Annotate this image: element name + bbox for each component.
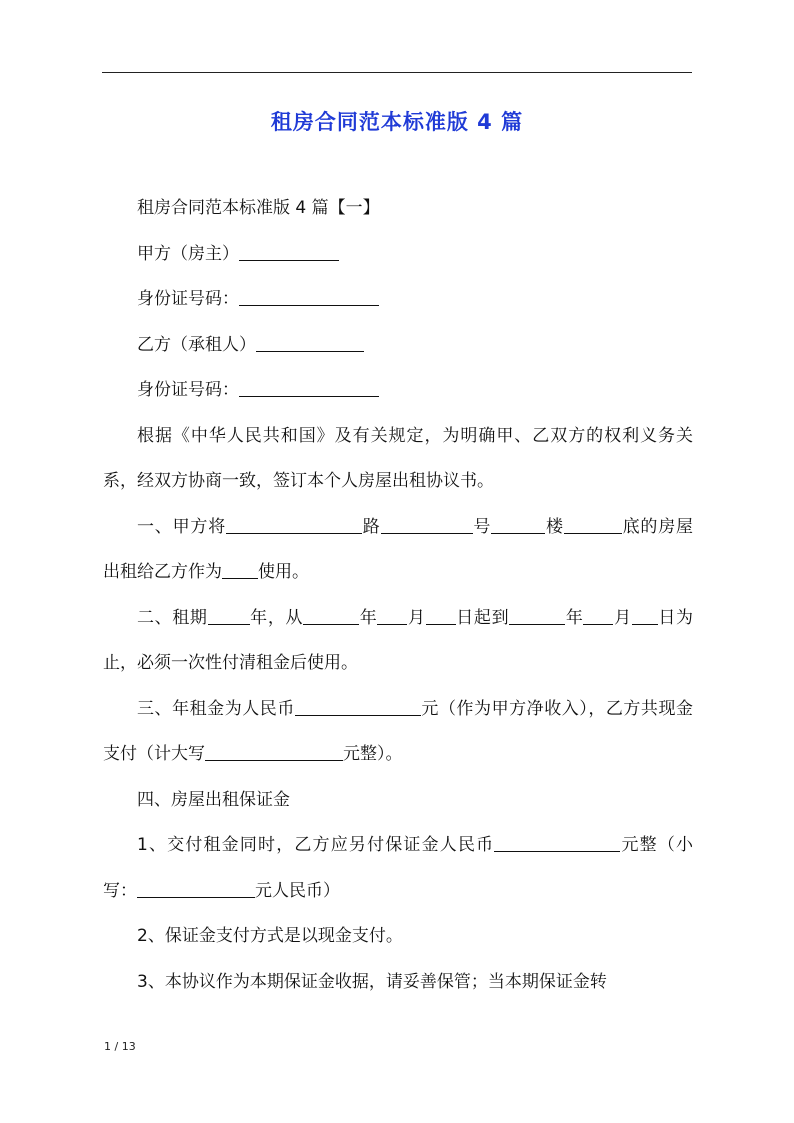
section-heading: 租房合同范本标准版 4 篇【一】 — [137, 198, 380, 218]
usage-blank — [222, 561, 258, 579]
clause-2-end-month: 月 — [613, 607, 632, 628]
page-number: 1 / 13 — [104, 1040, 136, 1053]
item-1-end: 元人民币） — [255, 880, 340, 901]
clause-1-text: 一、甲方将 — [137, 516, 226, 537]
start-day-blank — [426, 607, 456, 625]
id-line-1 — [103, 277, 693, 323]
clause-2-month: 月 — [407, 607, 426, 628]
start-year-blank — [303, 607, 359, 625]
item-1-text: 1、交付租金同时，乙方应另付保证金人民币 — [137, 835, 495, 855]
clause-3-end: 元整）。 — [343, 744, 403, 764]
clause-2-end-year: 年 — [565, 607, 584, 628]
clause-2 — [103, 596, 693, 687]
party-b-blank — [256, 334, 364, 352]
building-blank — [491, 516, 545, 534]
party-a-line — [103, 232, 693, 278]
number-blank — [381, 516, 473, 534]
party-b-line — [103, 323, 693, 369]
clause-2-from: 年，从 — [249, 607, 304, 628]
clause-3-text: 三、年租金为人民币 — [137, 698, 295, 719]
deposit-lowercase-blank — [137, 880, 255, 898]
clause-2-to: 日起到 — [455, 607, 510, 628]
item-1 — [103, 823, 693, 914]
item-2: 2、保证金支付方式是以现金支付。 — [137, 926, 403, 946]
id-line-2 — [103, 368, 693, 414]
rent-amount-blank — [295, 698, 421, 716]
rent-uppercase-blank — [205, 743, 343, 761]
clause-3 — [103, 687, 693, 778]
clause-1-floor: 底的房屋出租给乙方作为 — [103, 516, 694, 582]
id-label-1: 身份证号码： — [137, 289, 239, 309]
party-a-blank — [239, 243, 339, 261]
clause-1-end: 使用。 — [258, 562, 309, 582]
clause-1-number: 号 — [472, 516, 492, 537]
header-rule — [102, 72, 692, 73]
party-b-label: 乙方（承租人） — [137, 334, 256, 355]
end-day-blank — [632, 607, 658, 625]
id-blank-2 — [239, 379, 379, 397]
clause-3-mid: 元（作为甲方净收入），乙方共现金支付（计大写 — [103, 698, 694, 764]
deposit-amount-blank — [494, 834, 620, 852]
start-month-blank — [377, 607, 407, 625]
id-label-2: 身份证号码： — [137, 380, 239, 400]
preamble-paragraph: 根据《中华人民共和国》及有关规定，为明确甲、乙双方的权利义务关系，经双方协商一致，签订本个人房屋出租协议书。 — [103, 425, 693, 491]
clause-1-building: 楼 — [545, 516, 564, 537]
road-blank — [226, 516, 362, 534]
item-1-mid: 元整（小写： — [103, 835, 693, 901]
clause-2-text: 二、租期 — [137, 607, 208, 628]
party-a-label: 甲方（房主） — [137, 243, 239, 264]
clause-4-heading: 四、房屋出租保证金 — [137, 789, 290, 810]
document-title: 租房合同范本标准版 4 篇 — [270, 110, 524, 134]
end-month-blank — [583, 607, 613, 625]
clause-2-end: 日为止，必须一次性付清租金后使用。 — [103, 607, 694, 673]
item-3: 3、本协议作为本期保证金收据，请妥善保管；当本期保证金转 — [137, 971, 607, 992]
term-years-blank — [208, 607, 250, 625]
clause-1 — [103, 505, 693, 596]
clause-1-road: 路 — [362, 516, 381, 537]
document-body — [103, 186, 693, 1005]
id-blank-1 — [239, 288, 379, 306]
floor-blank — [564, 516, 622, 534]
end-year-blank — [509, 607, 565, 625]
clause-2-year: 年 — [359, 607, 378, 628]
